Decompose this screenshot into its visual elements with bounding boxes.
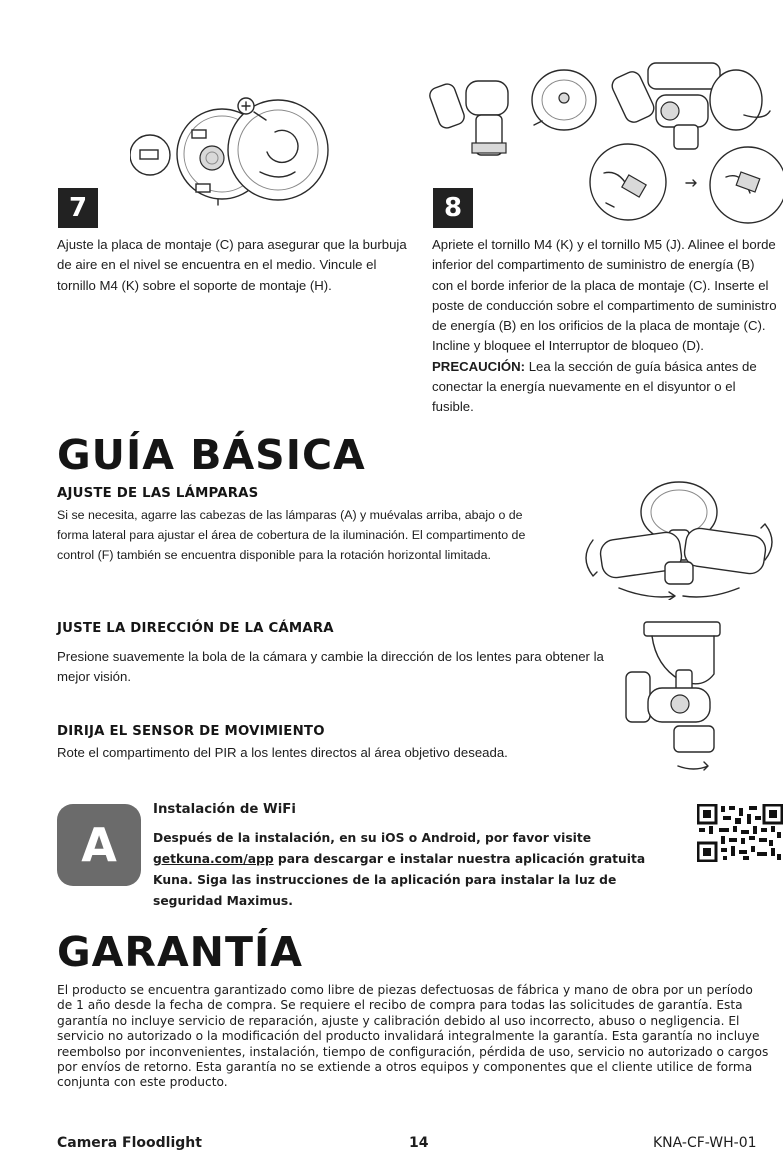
qr-code (697, 804, 783, 862)
footer-product-name: Camera Floodlight (57, 1135, 202, 1151)
step-7-text: Ajuste la placa de montaje (C) para asegurar que la burbuja de aire en el nivel se encuentra en el medio. Vincule el tornillo M4 (K) sobre el soporte de montaje (H). (57, 237, 407, 293)
kuna-app-icon (57, 804, 141, 886)
wifi-text-before: Después de la instalación, en su iOS o Android, por favor visite (153, 831, 592, 845)
step-8-instructions: Apriete el tornillo M4 (K) y el tornillo M5 (J). Alinee el borde inferior del compartimento de suministro de energía (B) con el borde inferior de la placa de montaje (C). Inserte el poste de conducción sobre el compartimento de suministro de energía (B) en los orificios de la placa de montaje (C). Incline y bloquee el Interruptor de bloqueo (D). (432, 237, 777, 354)
guide-camera-heading: JUSTE LA DIRECCIÓN DE LA CÁMARA (57, 621, 334, 636)
guide-lamps-heading: AJUSTE DE LAS LÁMPARAS (57, 486, 259, 501)
kuna-app-letter: A (81, 818, 117, 872)
step-8-badge: 8 (433, 188, 473, 228)
camera-adjust-illustration (620, 618, 730, 773)
guide-lamps-text: Si se necesita, agarre las cabezas de las lámparas (A) y muévalas arriba, abajo o de forma lateral para ajustar el área de cobertura de la iluminación. El compartimento de control (F) también se encuentra disponible para la rotación horizontal limitada. (57, 508, 526, 562)
wifi-title: Instalación de WiFi (153, 802, 296, 817)
guide-camera-text: Presione suavemente la bola de la cámara y cambie la dirección de los lentes para obtener la mejor visión. (57, 649, 604, 685)
footer-page-number: 14 (409, 1135, 429, 1151)
step-8-text (432, 235, 777, 418)
step-8-caution-label: PRECAUCIÓN: (432, 358, 526, 374)
step-7-badge: 7 (58, 188, 98, 228)
wifi-text-after: para descargar e instalar nuestra aplicación gratuita Kuna. Siga las instrucciones de la aplicación para instalar la luz de seguridad Maximus. (153, 852, 646, 908)
footer-model-number: KNA-CF-WH-01 (653, 1135, 757, 1151)
step-8-caution-text: Lea la sección de guía básica antes de conectar la energía nuevamente en el disyuntor o el fusible. (432, 358, 757, 415)
kuna-app-link[interactable]: getkuna.com/app (153, 852, 274, 866)
guide-motion-heading: DIRIJA EL SENSOR DE MOVIMIENTO (57, 724, 325, 739)
wifi-text (153, 828, 673, 912)
lamp-adjust-illustration (575, 470, 783, 600)
warranty-title: GARANTÍA (57, 928, 303, 976)
step-8-illustration (428, 55, 783, 230)
step-7-illustration (130, 92, 340, 207)
guide-motion-text: Rote el compartimento del PIR a los lentes directos al área objetivo deseada. (57, 745, 508, 760)
warranty-text: El producto se encuentra garantizado como libre de piezas defectuosas de fábrica y mano de obra por un período de 1 año desde la fecha de compra. Se requiere el recibo de compra para todas las solicitudes de garantía. Esta garantía no incluye servicio de reparación, ajuste y calibración debido al uso incorrecto, abuso o negligencia. El servicio no autorizado o la modificación del producto invalidará integralmente la garantía. Esta garantía no incluye reembolso por inconvenientes, instalación, tiempo de configuración, pérdida de uso, servicio no autorizado o cargos por envíos de retorno. Esta garantía no se extiende a otros equipos y componentes que el cliente utilice de forma conjunta con este producto. (57, 983, 769, 1090)
guide-title: GUÍA BÁSICA (57, 431, 366, 479)
